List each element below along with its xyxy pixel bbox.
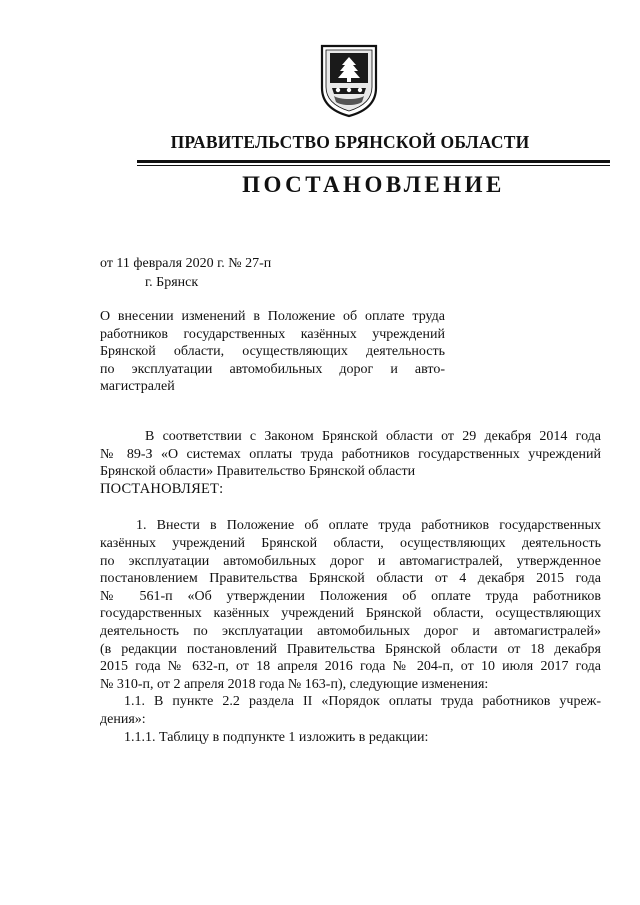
clause-1-line: постановлением Правительства Брянской области от 4 декабря 2015 года (100, 571, 601, 587)
clause-1-line: 1. Внести в Положение об оплате труда работников государственных (136, 518, 601, 534)
clause-1-line: по эксплуатации автомобильных дорог и автомагистралей, утвержденное (100, 553, 601, 569)
header-rule-thin (137, 165, 610, 166)
document-subject (100, 308, 445, 396)
subject-line: О внесении изменений в Положение об оплате труда (100, 309, 445, 324)
document-date-number: от 11 февраля 2020 г. № 27-п (100, 256, 272, 271)
subject-line: магистралей (100, 379, 175, 395)
clause-1-line: № 561-п «Об утверждении Положения об оплате труда работников (100, 588, 601, 604)
clause-1-1-line: дения»: (100, 711, 146, 727)
clause-1-1-line: 1.1. В пункте 2.2 раздела II «Порядок оплаты труда работников учреж- (124, 694, 601, 710)
clause-1-1-1: 1.1.1. Таблицу в подпункте 1 изложить в редакции: (124, 729, 429, 745)
paragraph-gap (100, 498, 601, 517)
government-title: ПРАВИТЕЛЬСТВО БРЯНСКОЙ ОБЛАСТИ (170, 132, 530, 152)
document-body (100, 428, 601, 746)
clause-1-line: деятельность по эксплуатации автомобильных дорог и автомагистралей» (100, 623, 601, 639)
clause-1-line: 2015 года № 632-п, от 18 апреля 2016 года № 204-п, от 10 июля 2017 года (100, 659, 601, 675)
preamble-line: Брянской области» Правительство Брянской области (100, 464, 416, 480)
subject-line: Брянской области, осуществляющих деятельность (100, 344, 445, 360)
clause-1-line: казённых учреждений Брянской области, осуществляющих деятельность (100, 535, 601, 551)
header-rule-thick (137, 160, 610, 163)
document-city: г. Брянск (145, 275, 199, 290)
coat-of-arms-emblem (320, 44, 378, 118)
clause-1-line: № 310-п, от 2 апреля 2018 года № 163-п), следующие изменения: (100, 676, 489, 692)
clause-1-line: (в редакции постановлений Правительства Брянской области от 18 декабря (100, 641, 601, 657)
document-type-heading: ПОСТАНОВЛЕНИЕ (242, 172, 505, 197)
resolves-heading: ПОСТАНОВЛЯЕТ: (100, 480, 224, 497)
subject-line: по эксплуатации автомобильных дорог и авто- (100, 361, 445, 377)
subject-line: работников государственных казённых учреждений (100, 326, 445, 342)
clause-1-line: государственных казённых учреждений Брянской области, осуществляющих (100, 606, 601, 622)
preamble-line: № 89-З «О системах оплаты труда работников государственных учреждений (100, 446, 601, 462)
preamble-line: В соответствии с Законом Брянской области от 29 декабря 2014 года (145, 429, 601, 444)
